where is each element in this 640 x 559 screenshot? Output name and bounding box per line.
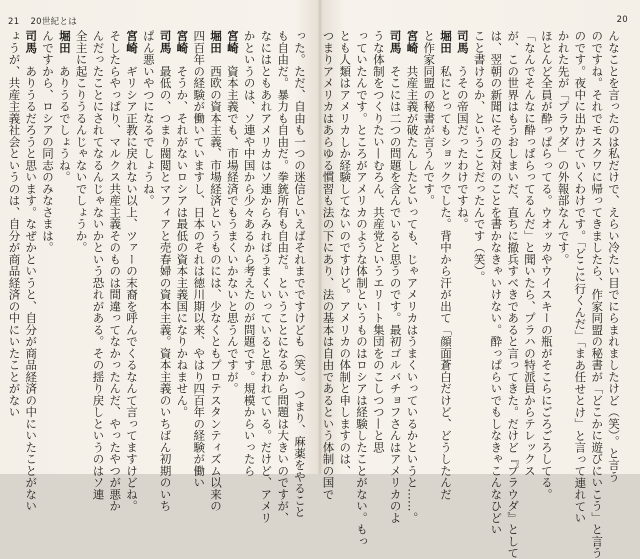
text-line <box>140 30 157 458</box>
line-text: んですから、ロシアの同志のみなさまは。 <box>41 30 56 254</box>
left-page <box>0 0 316 524</box>
text-line <box>157 30 174 512</box>
line-text: んなことを言ったのは私だけで、えらい冷たい目でにらまれましたけど（笑）。と言う <box>607 30 621 483</box>
speaker-label: 宮崎 <box>175 30 190 54</box>
line-text: 最低の、つまり閥閲とマフィアと売春婦の資本主義。資本主義のいちばん初期のいち <box>158 65 173 512</box>
line-text: かというのは、ソ連や中国から少々あるから考えたのが問題です。規模からいったら <box>242 30 257 477</box>
text-line <box>454 30 471 458</box>
line-text: った。ただ、自由も一つの迷信といえばそれまでですけども（笑）。つまり、麻薬をやること <box>293 30 307 518</box>
speaker-label: 堀田 <box>209 30 224 54</box>
speaker-label: 宮崎 <box>225 30 240 54</box>
line-text: なにはともあれアメリカはソ連からみればうまくいっていると思われている。だけど、アメリ <box>259 30 274 524</box>
line-text: ギリシア正教に戻れない以上、ツァーの末裔を呼んでくるなんて言ってますけどね。 <box>125 65 140 512</box>
line-text: うな体制をつくりたい—むろん、共産党というエリート集団をのこしつつ—と思 <box>371 30 386 453</box>
text-line <box>291 30 308 518</box>
speaker-label: 司馬 <box>388 30 403 54</box>
text-line <box>370 30 387 458</box>
line-text: 西欧の資本主義、市場経済というものには、少なくともプロテスタンティズム以来の <box>209 65 224 512</box>
line-text: 全主に起こりうるんじゃないでしょうか。 <box>74 30 89 254</box>
speaker-label: 司馬 <box>158 30 173 54</box>
line-text: つまりアメリカはあらゆる慣習も法の下にあり、法の基本は自由であるという体制の国で <box>321 30 336 500</box>
line-text: 私にとってもショックでした。背中から汗が出て「顔面蒼白だけど、どうしたんだ <box>439 65 454 500</box>
line-text: ほとんど全員が酔っぱらってる。ウオッカやウイスキーの瓶がそこらにごろごろしてる。 <box>539 30 554 500</box>
text-line <box>588 30 605 559</box>
left-page-number: 21 <box>8 17 20 27</box>
speaker-label: 堀田 <box>439 30 454 54</box>
line-text: ぱん悪いやつになるでしょうね。 <box>141 30 156 207</box>
text-line <box>521 30 538 477</box>
speaker-label: 堀田 <box>57 30 72 54</box>
text-line <box>437 30 454 500</box>
line-text: そこには二つの問題を含んでいると思うのです。最初ゴルバチョフさんはアメリカのよ <box>388 65 403 524</box>
text-line <box>420 30 437 458</box>
text-line <box>190 30 207 489</box>
line-text: うその帝国だったわけですね。 <box>455 65 470 230</box>
text-line <box>471 30 488 458</box>
text-line <box>538 30 555 500</box>
text-line <box>404 30 421 524</box>
line-text: 資本主義でも、市場経済でもうまくいかないと思うんですが。 <box>225 65 240 395</box>
line-text: そしたらやっぱり、マルクス共産主義そのものは間違ってなかったんだ、やったやつが悪か <box>108 30 123 512</box>
text-line <box>274 30 291 524</box>
text-line <box>258 30 275 524</box>
line-text: も自由だ。暴力も自由だ。拳銃所有も自由だ。ということになるから問題は大きいのですが、 <box>276 30 291 524</box>
text-line <box>320 30 337 500</box>
text-line <box>106 30 123 512</box>
line-text: が、この世界はもうおしまいだ、直ちに撤兵すべきであると言ってきた。だけど『プラウダ』として <box>506 30 521 559</box>
line-text: そうか、それがないロシアは最低の資本主義国になりかねません。 <box>175 65 190 418</box>
text-line <box>555 30 572 458</box>
line-text: のです。夜中に出かけていくわけです。「どこに行くんだ」「まあ任せとけ」と言って連れてい <box>573 30 588 524</box>
right-page-header <box>617 15 628 25</box>
left-page-body <box>7 30 308 524</box>
text-line <box>90 30 107 500</box>
text-line <box>174 30 191 458</box>
text-line <box>207 30 224 512</box>
text-line <box>6 30 23 458</box>
line-text: っていたんです。ところがアメリカのような体制というものはロシアは経験したことがない。もっ <box>355 30 370 547</box>
speaker-label: 司馬 <box>24 30 39 54</box>
right-page-body <box>321 30 622 559</box>
line-text: ありうるだろうと思います。なぜかというと、自分が商品経済の中にいたことがない <box>24 65 39 512</box>
text-line <box>504 30 521 559</box>
speaker-label: 宮崎 <box>405 30 420 54</box>
text-line <box>56 30 73 458</box>
text-line <box>336 30 353 477</box>
text-line <box>22 30 39 512</box>
text-line <box>387 30 404 524</box>
line-text: こと書けるか、ということだったんです（笑）。 <box>472 30 487 283</box>
line-text: ありうるでしょうね。 <box>57 65 72 183</box>
line-text: んだったことにされてなるんじゃないかという恐れがある。その揺り戻しというのはソ連 <box>91 30 106 500</box>
line-text: 「なんでそんなに酔っぱらってるんだ」と聞いたら、プラハの特派員からテレックス <box>523 30 538 477</box>
text-line <box>572 30 589 524</box>
text-line <box>241 30 258 477</box>
text-line <box>39 30 56 458</box>
text-line <box>123 30 140 512</box>
line-text: と作家同盟の秘書が言うんです。 <box>422 30 437 207</box>
line-text: ょうが、共産主義社会というのは、自分が商品経済の中にいたことがない <box>7 30 22 418</box>
speaker-label: 司馬 <box>455 30 470 54</box>
right-page <box>321 0 640 559</box>
text-line <box>73 30 90 458</box>
line-text: は、翌朝の新聞にその反対のことを書かなきゃいけない。酔っぱらいでもしなきゃこんなひどい <box>489 30 504 536</box>
right-page-number: 20 <box>616 15 628 25</box>
speaker-label: 宮崎 <box>125 30 140 54</box>
line-text: かれた先が「プラウダ」の外報部なんです。 <box>556 30 571 265</box>
line-text: 共産主義が破たんしたといっても、じゃアメリカはうまくいっているかというと……。 <box>405 65 420 524</box>
line-text: 四百年の経験が働いていますし、日本のそれは徳川期以来、やはり四百年の経験が働い <box>192 30 207 489</box>
text-line <box>488 30 505 536</box>
line-text: とも人類はアメリカしか経験してないのですけど。アメリカの体制と申しますのは、 <box>338 30 353 477</box>
left-page-header <box>8 15 77 27</box>
text-line <box>353 30 370 547</box>
running-title: 20世紀とは <box>30 17 78 27</box>
line-text: のですね。それでモスクワに帰ってきましたら、作家同盟の秘書が「どこかに遊びにいこう」と言う <box>590 30 605 559</box>
text-line <box>605 30 622 483</box>
text-line <box>224 30 241 458</box>
